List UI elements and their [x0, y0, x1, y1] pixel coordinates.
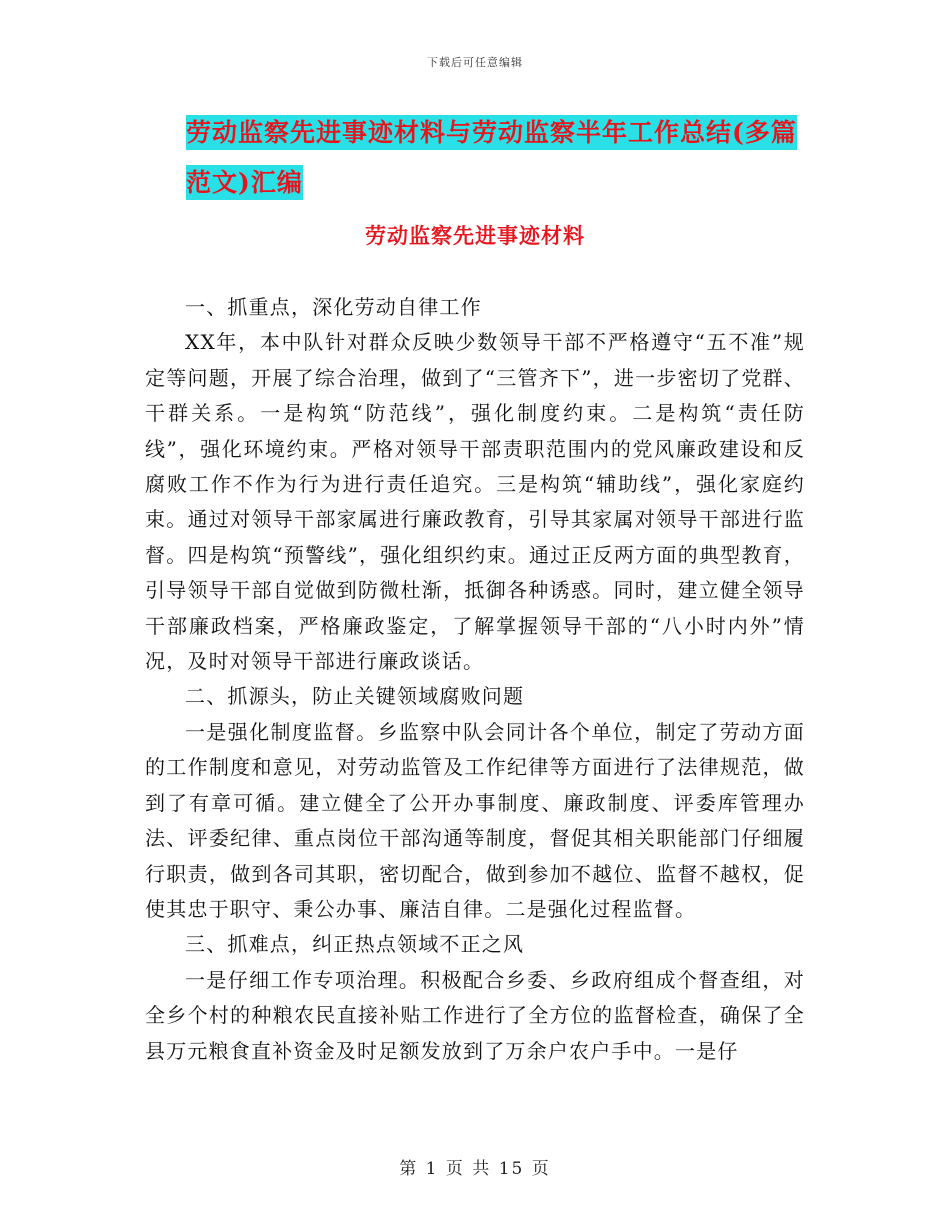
- document-body: [145, 290, 805, 1069]
- paragraph-heading-1: 一、抓重点，深化劳动自律工作: [185, 295, 482, 319]
- document-title: [186, 108, 816, 208]
- paragraph-heading-2: 二、抓源头，防止关键领域腐败问题: [185, 684, 525, 709]
- paragraph-2: 一是强化制度监督。乡监察中队会同计各个单位，制定了劳动方面的工作制度和意见，对劳动监管及工作纪律等方面进行了法律规范，做到了有章可循。建立健全了公开办事制度、廉政制度、评委库管理办法、评委纪律、重点岗位干部沟通等制度，督促其相关职能部门仔细履行职责，做到各司其职，密切配合，做到参加不越位、监督不越权，促使其忠于职守、秉公办事、廉洁自律。二是强化过程监督。: [145, 719, 805, 921]
- header-note: 下载后可任意编辑: [427, 56, 523, 69]
- paragraph-heading-3: 三、抓难点，纠正热点领域不正之风: [185, 932, 525, 957]
- paragraph-1: XX年，本中队针对群众反映少数领导干部不严格遵守“五不准”规定等问题，开展了综合治理，做到了“三管齐下”，进一步密切了党群、干群关系。一是构筑“防范线”，强化制度约束。二是构筑“责任防线”，强化环境约束。严格对领导干部责职范围内的党风廉政建设和反腐败工作不作为行为进行责任追究。三是构筑“辅助线”，强化家庭约束。通过对领导干部家属进行廉政教育，引导其家属对领导干部进行监督。四是构筑“预警线”，强化组织约束。通过正反两方面的典型教育，引导领导干部自觉做到防微杜渐，抵御各种诱惑。同时，建立健全领导干部廉政档案，严格廉政鉴定，了解掌握领导干部的“八小时内外”情况，及时对领导干部进行廉政谈话。: [145, 330, 805, 674]
- document-title-text: 劳动监察先进事迹材料与劳动监察半年工作总结(多篇范文)汇编: [186, 115, 797, 200]
- section-title: 劳动监察先进事迹材料: [365, 223, 585, 248]
- page-indicator: 第 1 页 共 15 页: [399, 1159, 551, 1179]
- paragraph-3: 一是仔细工作专项治理。积极配合乡委、乡政府组成个督查组，对全乡个村的种粮农民直接补贴工作进行了全方位的监督检查，确保了全县万元粮食直补资金及时足额发放到了万余户农户手中。一是仔: [145, 967, 805, 1063]
